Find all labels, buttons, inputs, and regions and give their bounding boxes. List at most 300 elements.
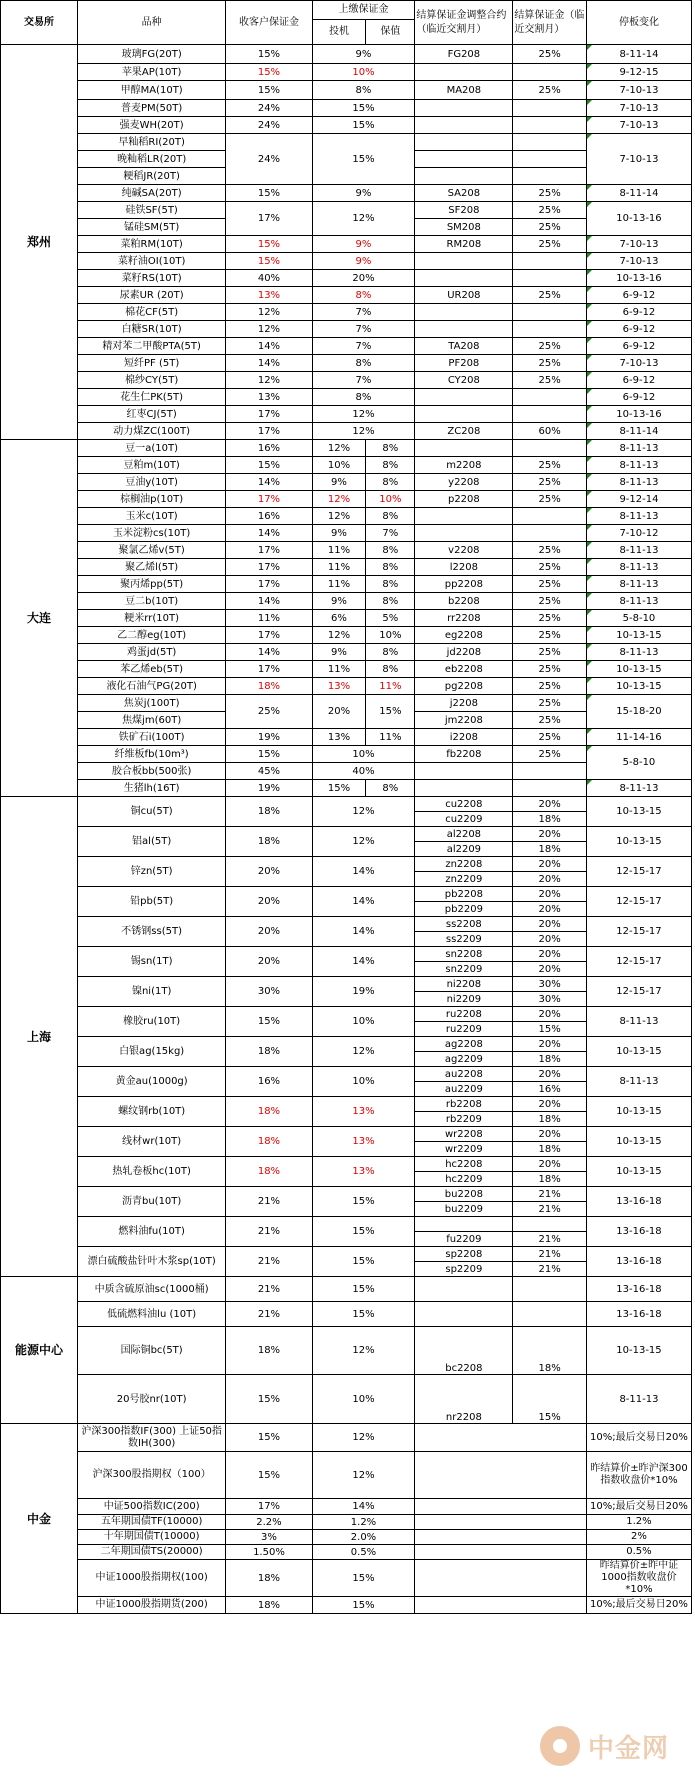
variety-cell: 二年期国债TS(20000)	[78, 1545, 226, 1560]
settle-margin-cell: 15%	[513, 1022, 587, 1037]
settle-contract-cell: cu2209	[415, 812, 513, 827]
settle-margin-cell	[513, 321, 587, 338]
client-margin-cell: 12%	[226, 321, 312, 338]
table-row	[1, 644, 692, 661]
settle-margin-cell: 20%	[513, 1067, 587, 1082]
settle-contract-cell: rb2209	[415, 1112, 513, 1127]
limit-cell: 8-11-13	[586, 508, 691, 525]
table-row	[1, 338, 692, 355]
settle-margin-cell: 25%	[513, 338, 587, 355]
hedge-margin-cell: 10%	[366, 491, 415, 508]
settle-contract-cell	[415, 64, 513, 81]
client-margin-cell: 16%	[226, 1067, 312, 1097]
client-margin-cell: 13%	[226, 287, 312, 304]
settle-contract-cell: rr2208	[415, 610, 513, 627]
settle-margin-cell: 16%	[513, 1082, 587, 1097]
client-margin-cell: 3%	[226, 1530, 312, 1545]
settle-contract-cell: sn2208	[415, 947, 513, 962]
settle-contract-cell	[415, 1277, 513, 1302]
settle-contract-cell: CY208	[415, 372, 513, 389]
table-row	[1, 1597, 692, 1614]
paid-margin-cell: 10%	[312, 1375, 415, 1424]
paid-margin-cell: 15%	[312, 1597, 415, 1614]
client-margin-cell: 17%	[226, 661, 312, 678]
client-margin-cell: 20%	[226, 857, 312, 887]
table-row	[1, 857, 692, 872]
client-margin-cell: 2.2%	[226, 1515, 312, 1530]
settle-margin-cell: 25%	[513, 542, 587, 559]
settle-contract-cell: ZC208	[415, 423, 513, 440]
client-margin-cell: 16%	[226, 508, 312, 525]
client-margin-cell: 17%	[226, 559, 312, 576]
limit-cell: 10-13-16	[586, 202, 691, 236]
paid-margin-cell: 9%	[312, 185, 415, 202]
settle-margin-cell: 20%	[513, 947, 587, 962]
settle-margin-cell	[513, 168, 587, 185]
variety-cell: 玉米淀粉cs(10T)	[78, 525, 226, 542]
table-row	[1, 1277, 692, 1302]
variety-cell: 强麦WH(20T)	[78, 117, 226, 134]
table-row	[1, 746, 692, 763]
hedge-margin-cell: 8%	[366, 508, 415, 525]
client-margin-cell: 16%	[226, 440, 312, 457]
paid-margin-cell: 14%	[312, 887, 415, 917]
settle-margin-cell: 25%	[513, 610, 587, 627]
variety-cell: 玉米c(10T)	[78, 508, 226, 525]
settle-contract-cell: pg2208	[415, 678, 513, 695]
variety-cell: 苯乙烯eb(5T)	[78, 661, 226, 678]
client-margin-cell: 40%	[226, 270, 312, 287]
variety-cell: 白银ag(15kg)	[78, 1037, 226, 1067]
limit-cell: 6-9-12	[586, 389, 691, 406]
limit-cell: 8-11-13	[586, 1007, 691, 1037]
limit-cell: 0.5%	[586, 1545, 691, 1560]
settle-margin-cell: 20%	[513, 887, 587, 902]
settle-margin-cell: 25%	[513, 287, 587, 304]
client-margin-cell: 18%	[226, 1097, 312, 1127]
table-row	[1, 576, 692, 593]
spec-margin-cell: 11%	[312, 576, 366, 593]
paid-margin-cell: 15%	[312, 134, 415, 185]
header-exchange: 交易所	[1, 1, 78, 45]
settle-contract-cell: ss2208	[415, 917, 513, 932]
variety-cell: 锡sn(1T)	[78, 947, 226, 977]
client-margin-cell: 20%	[226, 887, 312, 917]
table-row	[1, 389, 692, 406]
table-row	[1, 270, 692, 287]
limit-cell: 11-14-16	[586, 729, 691, 746]
settle-contract-cell: bc2208	[415, 1327, 513, 1375]
limit-cell: 6-9-12	[586, 304, 691, 321]
table-row	[1, 423, 692, 440]
paid-margin-cell: 2.0%	[312, 1530, 415, 1545]
empty-cell	[415, 1499, 587, 1515]
paid-margin-cell: 15%	[312, 117, 415, 134]
variety-cell: 螺纹钢rb(10T)	[78, 1097, 226, 1127]
settle-margin-cell: 25%	[513, 559, 587, 576]
settle-contract-cell: RM208	[415, 236, 513, 253]
settle-contract-cell	[415, 508, 513, 525]
paid-margin-cell: 15%	[312, 1247, 415, 1277]
table-row	[1, 1545, 692, 1560]
limit-cell: 10-13-15	[586, 661, 691, 678]
client-margin-cell: 17%	[226, 491, 312, 508]
settle-contract-cell: ni2209	[415, 992, 513, 1007]
settle-margin-cell: 30%	[513, 992, 587, 1007]
settle-margin-cell: 20%	[513, 1127, 587, 1142]
client-margin-cell: 20%	[226, 947, 312, 977]
table-row	[1, 627, 692, 644]
limit-cell: 10-13-15	[586, 1327, 691, 1375]
spec-margin-cell: 12%	[312, 627, 366, 644]
variety-cell: 黄金au(1000g)	[78, 1067, 226, 1097]
client-margin-cell: 14%	[226, 593, 312, 610]
limit-cell: 8-11-13	[586, 780, 691, 797]
client-margin-cell: 15%	[226, 253, 312, 270]
hedge-margin-cell: 8%	[366, 542, 415, 559]
client-margin-cell: 14%	[226, 644, 312, 661]
limit-cell: 10%;最后交易日20%	[586, 1499, 691, 1515]
client-margin-cell: 21%	[226, 1277, 312, 1302]
variety-cell: 沪深300指数IF(300) 上证50指数IH(300)	[78, 1424, 226, 1452]
variety-cell: 国际铜bc(5T)	[78, 1327, 226, 1375]
client-margin-cell: 24%	[226, 117, 312, 134]
table-row	[1, 406, 692, 423]
table-row	[1, 887, 692, 902]
variety-cell: 棉花CF(5T)	[78, 304, 226, 321]
limit-cell: 10-13-15	[586, 797, 691, 827]
settle-contract-cell: al2209	[415, 842, 513, 857]
settle-margin-cell: 25%	[513, 219, 587, 236]
exchange-zhengzhou: 郑州	[1, 45, 78, 440]
paid-margin-cell: 13%	[312, 1157, 415, 1187]
settle-margin-cell: 21%	[513, 1232, 587, 1247]
paid-margin-cell: 7%	[312, 338, 415, 355]
variety-cell: 菜籽油OI(10T)	[78, 253, 226, 270]
limit-cell: 8-11-13	[586, 593, 691, 610]
hedge-margin-cell: 8%	[366, 644, 415, 661]
paid-margin-cell: 15%	[312, 1217, 415, 1247]
variety-cell: 橡胶ru(10T)	[78, 1007, 226, 1037]
limit-cell: 13-16-18	[586, 1217, 691, 1247]
client-margin-cell: 14%	[226, 338, 312, 355]
empty-cell	[415, 1530, 587, 1545]
table-row	[1, 372, 692, 389]
table-row	[1, 64, 692, 81]
paid-margin-cell: 1.2%	[312, 1515, 415, 1530]
client-margin-cell: 12%	[226, 372, 312, 389]
client-margin-cell: 14%	[226, 525, 312, 542]
settle-contract-cell	[415, 304, 513, 321]
client-margin-cell: 30%	[226, 977, 312, 1007]
settle-contract-cell: SA208	[415, 185, 513, 202]
table-row	[1, 1187, 692, 1202]
settle-contract-cell: SM208	[415, 219, 513, 236]
limit-cell: 10%;最后交易日20%	[586, 1597, 691, 1614]
variety-cell: 铅pb(5T)	[78, 887, 226, 917]
client-margin-cell: 15%	[226, 45, 312, 64]
header-client-margin: 收客户保证金	[226, 1, 312, 45]
table-row	[1, 977, 692, 992]
client-margin-cell: 15%	[226, 81, 312, 100]
variety-cell: 漂白硫酸盐针叶木浆sp(10T)	[78, 1247, 226, 1277]
limit-cell: 12-15-17	[586, 917, 691, 947]
limit-cell: 10-13-16	[586, 270, 691, 287]
variety-cell: 中证1000股指期权(100)	[78, 1560, 226, 1597]
settle-contract-cell: wr2208	[415, 1127, 513, 1142]
empty-cell	[415, 1560, 587, 1597]
settle-contract-cell: sp2208	[415, 1247, 513, 1262]
client-margin-cell: 24%	[226, 134, 312, 185]
settle-contract-cell: ru2209	[415, 1022, 513, 1037]
table-row	[1, 1157, 692, 1172]
variety-cell: 短纤PF (5T)	[78, 355, 226, 372]
table-row	[1, 508, 692, 525]
table-row	[1, 610, 692, 627]
paid-margin-cell: 12%	[312, 1037, 415, 1067]
settle-margin-cell	[513, 780, 587, 797]
variety-cell: 中证500指数IC(200)	[78, 1499, 226, 1515]
paid-margin-cell: 13%	[312, 1097, 415, 1127]
table-row	[1, 1452, 692, 1499]
limit-cell: 8-11-13	[586, 542, 691, 559]
paid-margin-cell: 12%	[312, 1452, 415, 1499]
paid-margin-cell: 14%	[312, 947, 415, 977]
client-margin-cell: 17%	[226, 423, 312, 440]
settle-margin-cell: 20%	[513, 1157, 587, 1172]
settle-margin-cell: 25%	[513, 81, 587, 100]
table-row	[1, 1302, 692, 1327]
client-margin-cell: 45%	[226, 763, 312, 780]
variety-cell: 红枣CJ(5T)	[78, 406, 226, 423]
settle-margin-cell: 20%	[513, 917, 587, 932]
header-settle-margin: 结算保证金（临近交割月）	[513, 1, 587, 45]
limit-cell: 1.2%	[586, 1515, 691, 1530]
settle-margin-cell: 21%	[513, 1187, 587, 1202]
settle-contract-cell: TA208	[415, 338, 513, 355]
limit-cell: 10-13-15	[586, 1097, 691, 1127]
paid-margin-cell: 8%	[312, 287, 415, 304]
settle-contract-cell	[415, 406, 513, 423]
client-margin-cell: 18%	[226, 1037, 312, 1067]
client-margin-cell: 18%	[226, 1127, 312, 1157]
client-margin-cell: 17%	[226, 542, 312, 559]
settle-contract-cell	[415, 151, 513, 168]
settle-contract-cell	[415, 253, 513, 270]
table-row	[1, 287, 692, 304]
settle-margin-cell: 25%	[513, 202, 587, 219]
settle-contract-cell	[415, 321, 513, 338]
empty-cell	[415, 1597, 587, 1614]
table-row	[1, 304, 692, 321]
client-margin-cell: 15%	[226, 457, 312, 474]
limit-cell: 10-13-15	[586, 1157, 691, 1187]
settle-margin-cell: 20%	[513, 962, 587, 977]
variety-cell: 豆油y(10T)	[78, 474, 226, 491]
client-margin-cell: 17%	[226, 576, 312, 593]
settle-contract-cell: v2208	[415, 542, 513, 559]
paid-margin-cell: 10%	[312, 746, 415, 763]
client-margin-cell: 15%	[226, 236, 312, 253]
settle-margin-cell: 20%	[513, 1037, 587, 1052]
settle-contract-cell	[415, 100, 513, 117]
client-margin-cell: 19%	[226, 780, 312, 797]
settle-margin-cell	[513, 406, 587, 423]
settle-contract-cell: pb2209	[415, 902, 513, 917]
variety-cell: 玻璃FG(20T)	[78, 45, 226, 64]
settle-margin-cell	[513, 1277, 587, 1302]
settle-margin-cell: 25%	[513, 593, 587, 610]
settle-margin-cell: 25%	[513, 712, 587, 729]
watermark-text: 中金网	[588, 1734, 670, 1764]
watermark	[540, 1722, 690, 1782]
hedge-margin-cell: 11%	[366, 678, 415, 695]
variety-cell: 花生仁PK(5T)	[78, 389, 226, 406]
settle-margin-cell: 21%	[513, 1202, 587, 1217]
variety-cell: 晚籼稻LR(20T)	[78, 151, 226, 168]
hedge-margin-cell: 8%	[366, 559, 415, 576]
limit-cell: 6-9-12	[586, 287, 691, 304]
client-margin-cell: 15%	[226, 1424, 312, 1452]
variety-cell: 燃料油fu(10T)	[78, 1217, 226, 1247]
hedge-margin-cell: 5%	[366, 610, 415, 627]
variety-cell: 尿素UR (20T)	[78, 287, 226, 304]
table-row	[1, 185, 692, 202]
paid-margin-cell: 9%	[312, 45, 415, 64]
client-margin-cell: 18%	[226, 1157, 312, 1187]
paid-margin-cell: 8%	[312, 355, 415, 372]
empty-cell	[415, 1424, 587, 1452]
settle-margin-cell: 60%	[513, 423, 587, 440]
settle-contract-cell: bu2209	[415, 1202, 513, 1217]
variety-cell: 镍ni(1T)	[78, 977, 226, 1007]
table-row	[1, 1375, 692, 1424]
variety-cell: 豆一a(10T)	[78, 440, 226, 457]
settle-contract-cell	[415, 763, 513, 780]
paid-margin-cell: 12%	[312, 202, 415, 236]
limit-cell: 昨结算价±昨中证1000指数收盘价*10%	[586, 1560, 691, 1597]
table-row	[1, 236, 692, 253]
spec-margin-cell: 12%	[312, 508, 366, 525]
limit-cell: 7-10-13	[586, 134, 691, 185]
settle-contract-cell: hc2209	[415, 1172, 513, 1187]
hedge-margin-cell: 11%	[366, 729, 415, 746]
paid-margin-cell: 12%	[312, 827, 415, 857]
hedge-margin-cell: 8%	[366, 474, 415, 491]
paid-margin-cell: 15%	[312, 1187, 415, 1217]
paid-margin-cell: 14%	[312, 917, 415, 947]
variety-cell: 热轧卷板hc(10T)	[78, 1157, 226, 1187]
client-margin-cell: 14%	[226, 474, 312, 491]
variety-cell: 纯碱SA(20T)	[78, 185, 226, 202]
variety-cell: 动力煤ZC(100T)	[78, 423, 226, 440]
hedge-margin-cell: 8%	[366, 593, 415, 610]
settle-margin-cell: 18%	[513, 1172, 587, 1187]
variety-cell: 焦煤jm(60T)	[78, 712, 226, 729]
client-margin-cell: 18%	[226, 797, 312, 827]
variety-cell: 白糖SR(10T)	[78, 321, 226, 338]
settle-contract-cell: ss2209	[415, 932, 513, 947]
variety-cell: 粳米rr(10T)	[78, 610, 226, 627]
settle-contract-cell: FG208	[415, 45, 513, 64]
limit-cell: 7-10-12	[586, 525, 691, 542]
client-margin-cell: 12%	[226, 304, 312, 321]
settle-contract-cell: j2208	[415, 695, 513, 712]
paid-margin-cell: 8%	[312, 389, 415, 406]
table-row	[1, 1037, 692, 1052]
table-row	[1, 1530, 692, 1545]
settle-margin-cell: 18%	[513, 1052, 587, 1067]
limit-cell: 6-9-12	[586, 321, 691, 338]
paid-margin-cell: 15%	[312, 1277, 415, 1302]
client-margin-cell: 15%	[226, 1375, 312, 1424]
settle-contract-cell: fb2208	[415, 746, 513, 763]
settle-margin-cell: 18%	[513, 1142, 587, 1157]
table-row	[1, 593, 692, 610]
table-row	[1, 117, 692, 134]
settle-contract-cell: rb2208	[415, 1097, 513, 1112]
client-margin-cell: 21%	[226, 1217, 312, 1247]
client-margin-cell: 15%	[226, 64, 312, 81]
settle-contract-cell	[415, 389, 513, 406]
limit-cell: 8-11-14	[586, 423, 691, 440]
paid-margin-cell: 7%	[312, 304, 415, 321]
variety-cell: 铝al(5T)	[78, 827, 226, 857]
limit-cell: 5-8-10	[586, 610, 691, 627]
header-limit: 停板变化	[586, 1, 691, 45]
limit-cell: 昨结算价±昨沪深300指数收盘价*10%	[586, 1452, 691, 1499]
settle-margin-cell: 25%	[513, 457, 587, 474]
paid-margin-cell: 12%	[312, 1424, 415, 1452]
paid-margin-cell: 14%	[312, 1499, 415, 1515]
settle-contract-cell: p2208	[415, 491, 513, 508]
variety-cell: 早籼稻RI(20T)	[78, 134, 226, 151]
limit-cell: 13-16-18	[586, 1277, 691, 1302]
settle-contract-cell: hc2208	[415, 1157, 513, 1172]
settle-margin-cell	[513, 508, 587, 525]
paid-margin-cell: 12%	[312, 406, 415, 423]
client-margin-cell: 18%	[226, 827, 312, 857]
limit-cell: 6-9-12	[586, 372, 691, 389]
settle-margin-cell	[513, 389, 587, 406]
table-row	[1, 1499, 692, 1515]
paid-margin-cell: 20%	[312, 270, 415, 287]
settle-margin-cell: 25%	[513, 695, 587, 712]
client-margin-cell: 21%	[226, 1302, 312, 1327]
settle-contract-cell: ru2208	[415, 1007, 513, 1022]
variety-cell: 锰硅SM(5T)	[78, 219, 226, 236]
table-row	[1, 1247, 692, 1262]
limit-cell: 9-12-15	[586, 64, 691, 81]
settle-margin-cell: 15%	[513, 1375, 587, 1424]
table-row	[1, 202, 692, 219]
spec-margin-cell: 9%	[312, 644, 366, 661]
limit-cell: 7-10-13	[586, 253, 691, 270]
table-row	[1, 100, 692, 117]
settle-contract-cell: ag2208	[415, 1037, 513, 1052]
settle-contract-cell	[415, 440, 513, 457]
settle-margin-cell	[513, 64, 587, 81]
table-row	[1, 917, 692, 932]
client-margin-cell: 18%	[226, 678, 312, 695]
limit-cell: 7-10-13	[586, 236, 691, 253]
settle-contract-cell	[415, 1302, 513, 1327]
variety-cell: 普麦PM(50T)	[78, 100, 226, 117]
paid-margin-cell: 15%	[312, 1302, 415, 1327]
table-row	[1, 1127, 692, 1142]
table-row	[1, 947, 692, 962]
limit-cell: 7-10-13	[586, 81, 691, 100]
